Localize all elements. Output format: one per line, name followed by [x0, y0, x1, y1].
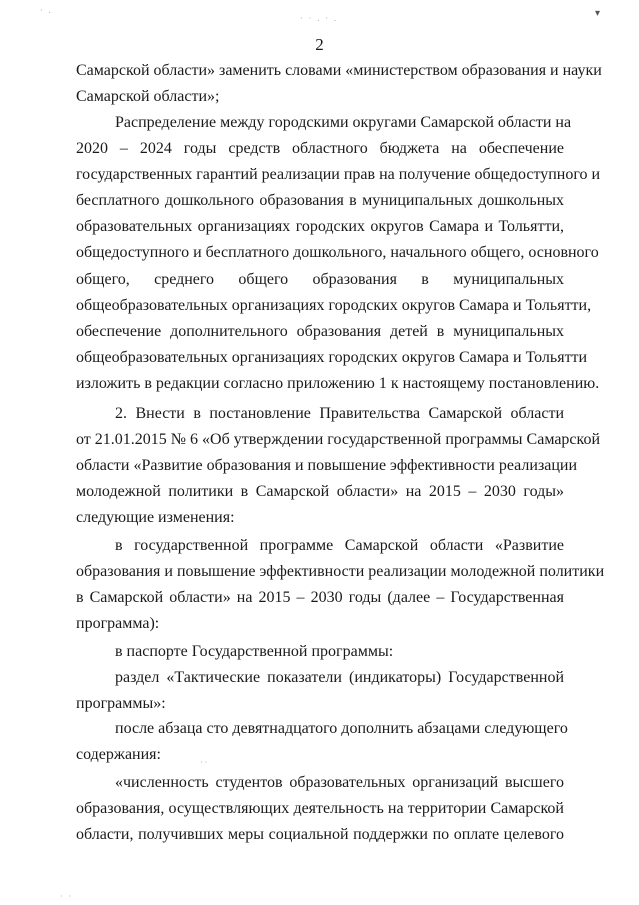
- text-line: Самарской области» заменить словами «министерством образования и науки: [76, 62, 602, 79]
- text-line: образовательных организациях городских округов Самара и Тольятти,: [76, 218, 564, 235]
- text-line: «численность студентов образовательных организаций высшего: [115, 774, 564, 791]
- text-line: программы»:: [76, 695, 166, 712]
- text-line: области, получивших меры социальной поддержки по оплате целевого: [76, 826, 564, 843]
- scan-noise: · ·: [60, 892, 74, 901]
- text-line: общего, среднего общего образования в муниципальных: [76, 271, 564, 288]
- page-number: 2: [315, 35, 324, 54]
- text-line: общеобразовательных организациях городских округов Самара и Тольятти,: [76, 297, 592, 314]
- text-line: общеобразовательных организациях городских округов Самара и Тольятти: [76, 349, 588, 366]
- text-line: области «Развитие образования и повышение эффективности реализации: [76, 457, 578, 474]
- text-line: 2020 – 2024 годы средств областного бюджета на обеспечение: [76, 140, 564, 157]
- text-line: 2. Внести в постановление Правительства Самарской области: [115, 405, 564, 422]
- text-line: в паспорте Государственной программы:: [115, 643, 394, 660]
- text-line: общедоступного и бесплатного дошкольного, начального общего, основного: [76, 244, 599, 261]
- text-line: Самарской области»;: [76, 88, 220, 105]
- scan-noise: · .: [40, 6, 53, 15]
- text-line: в Самарской области» на 2015 – 2030 годы (далее – Государственная: [76, 589, 564, 606]
- text-line: молодежной политики в Самарской области» на 2015 – 2030 годы»: [76, 483, 564, 500]
- text-line: после абзаца сто девятнадцатого дополнить абзацами следующего: [115, 720, 568, 737]
- text-line: обеспечение дополнительного образования детей в муниципальных: [76, 323, 564, 340]
- text-line: Распределение между городскими округами Самарской области на: [115, 114, 572, 131]
- text-line: государственных гарантий реализации прав на получение общедоступного и: [76, 166, 601, 183]
- text-line: содержания:: [76, 746, 161, 763]
- text-line: раздел «Тактические показатели (индикаторы) Государственной: [115, 669, 564, 686]
- scan-noise: · · . · .: [300, 14, 338, 23]
- text-line: программа):: [76, 615, 160, 632]
- text-line: от 21.01.2015 № 6 «Об утверждении государственной программы Самарской: [76, 431, 601, 448]
- text-line: в государственной программе Самарской области «Развитие: [115, 537, 564, 554]
- text-line: образования, осуществляющих деятельность на территории Самарской: [76, 800, 564, 817]
- text-line: изложить в редакции согласно приложению 1 к настоящему постановлению.: [76, 375, 600, 392]
- text-line: следующие изменения:: [76, 509, 235, 526]
- text-line: бесплатного дошкольного образования в муниципальных дошкольных: [76, 192, 564, 209]
- scan-noise: ▾: [595, 8, 601, 19]
- text-line: образования и повышение эффективности реализации молодежной политики: [76, 563, 605, 580]
- scan-noise: ··: [200, 758, 210, 767]
